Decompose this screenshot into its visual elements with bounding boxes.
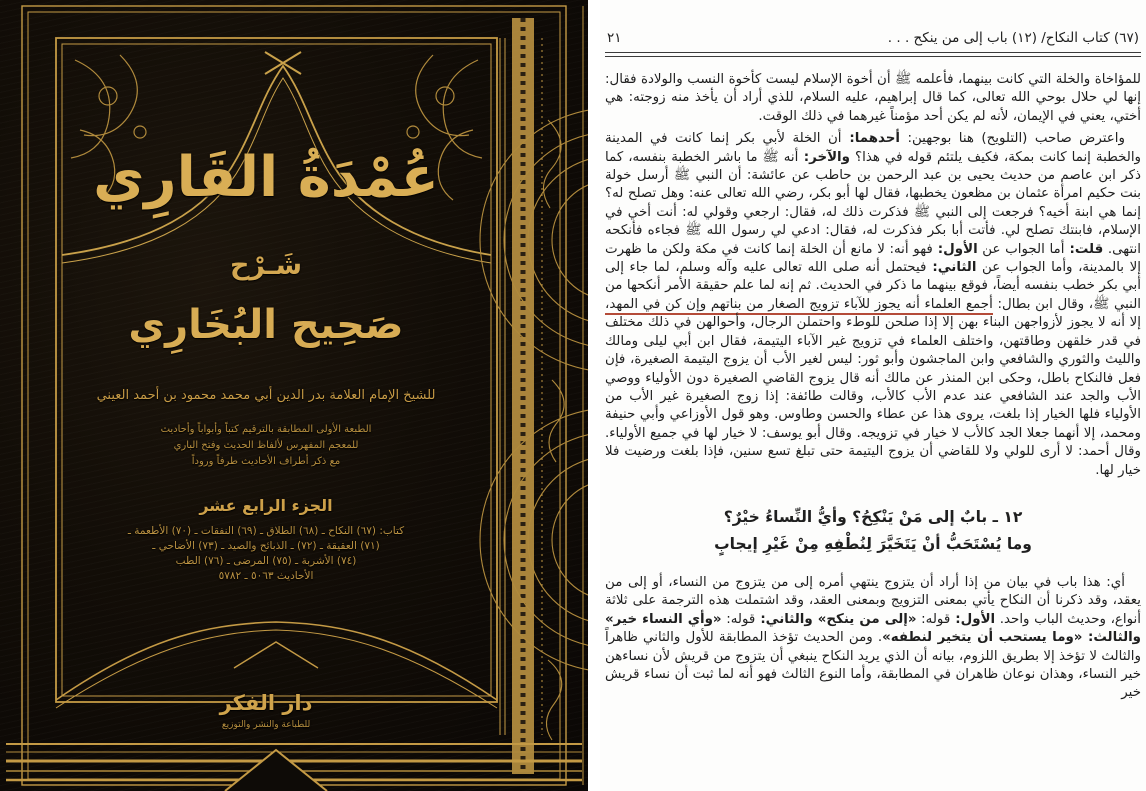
cover-title: عُمْدَةُ القَارِي [93, 145, 439, 210]
cover-sahih-title: صَحِيح البُخَارِي [128, 302, 404, 348]
cover-edition-note [46, 422, 486, 470]
cover-edition-line: مع ذكر أطراف الأحاديث طرفاً وروداً [191, 456, 341, 467]
header-rule [605, 52, 1141, 57]
body-paragraph: للمؤاخاة والخلة التي كانت بينهما، فأعلمه ﷺ أن أخوة الإسلام ليست كأخوة النسب والولادة فقال: إنها لي حلال بوحي الله تعالى، كما قال إبراهيم، عليه السلام، للذي أراد أن يأخذ منه زوجته: هي أختي، يعني في الإيمان، لأنه لم يكن أحد مؤمناً غيرهما في ذلك الوقت. [605, 72, 1141, 124]
section-heading [605, 504, 1141, 558]
cover-volume: الجزء الرابع عشر [199, 496, 333, 515]
cover-contents-line: (٧٤) الأشربة ـ (٧٥) المرضى ـ (٧٦) الطب [175, 555, 357, 567]
section-heading-line: وما يُسْتَحَبُّ أنْ يَتَخَيَّرَ لِنُطْفِهِ مِنْ غَيْرِ إيجابٍ [714, 534, 1032, 553]
page-body [605, 71, 1141, 703]
cover-bottom-stripes [6, 744, 582, 791]
cover-author: للشيخ الإمام العلامة بدر الدين أبي محمد محمود بن أحمد العيني [96, 388, 436, 403]
cover-inner-frame [56, 38, 497, 702]
cover-edition-line: الطبعة الأولى المطابقة بالترقيم كتباً وأبواباً وأحاديث [160, 424, 372, 435]
body-paragraphs-top [605, 71, 1141, 480]
red-underlined-passage: أجمع العلماء أنه يجوز للآباء تزويج الصغار من بناتهم وإن كن في المهد، [605, 297, 993, 315]
page-header [605, 30, 1141, 46]
body-paragraphs-bottom [605, 574, 1141, 703]
running-title: (٦٧) كتاب النكاح/ (١٢) باب إلى من ينكح . . . [887, 30, 1139, 46]
cover-contents-line: كتاب: (٦٧) النكاح ـ (٦٨) الطلاق ـ (٦٩) النفقات ـ (٧٠) الأطعمة ـ [127, 525, 405, 537]
cover-edition-line: للمعجم المفهرس لألفاظ الحديث وفتح الباري [173, 440, 359, 451]
publisher-logo: دار الفكر [219, 691, 313, 715]
cover-hadith-range: الأحاديث ٥٠٦٣ ـ ٥٧٨٢ [218, 570, 314, 582]
cover-contents-list [46, 524, 486, 569]
body-paragraph: واعترض صاحب (التلويح) هنا بوجهين: أحدهما: أن الخلة لأبي بكر إنما كانت في المدينة والخطبة إنما كانت بمكة، فكيف يلتئم قوله في هذا؟ والآخر: أنه ﷺ ما باشر الخطبة بنفسه، كما ذكر ابن عاصم من حديث يحيى بن عبد الرحمن بن حاطب عن عائشة: أن النبي ﷺ أرسل خولة بنت حكيم امرأة عثمان بن مظعون يخطبها، فقال لها أبو بكر، رضي الله تعالى عنه: وهل تصلح له؟ إنما هي ابنة أخيه؟ فرجعت إلى النبي ﷺ فذكرت ذلك له، فقال: ارجعي وقولي له: أنت أخي في الإسلام، فابنتك تصلح لي. فأتت أبا بكر فذكرت له، فقال: ادعي لي رسول الله ﷺ فجاءه فأنكحه انتهى. قلت: أما الجواب عن الأول: فهو أنه: لا مانع أن الخلة إنما كانت في مكة ولكن ما ظهرت إلا بالمدينة، وأما الجواب عن الثاني: فيحتمل أنه صلى الله تعالى عليه وآله وسلم، لما جاء إلى أبي بكر خطب بنفسه أيضاً، فوقع بينهما ما ذكر في الحديث. ثم إنه لما علم حقيقة الأمر أنكحها من النبي ﷺ، وقال ابن بطال: أجمع العلماء أنه يجوز للآباء تزويج الصغار من بناتهم وإن كن في المهد، إلا أنه لا يجوز لأزواجهن البناء بهن إلا إذا صلحن للوطء واحتملن الرجال، وأحوالهن في ذلك مختلف في قدر خلقهن وطاقتهن، واختلف العلماء في تزويج غير الآباء اليتيمة، فقال ابن أبي ليلى ومالك والليث والثوري والشافعي وابن الماجشون وأبو ثور: ليس لغير الأب أن يزوج اليتيمة الصغيرة، فإن فعل فالنكاح باطل، وحكى ابن المنذر عن مالك أنه قال يزوج القاضي الصغيرة دون الأولياء ووصي الأب والجد عند الشافعي عند عدم الأب كالأب، وقالت طائفة: إذا زوج الصغيرة غير الأب من الأولياء فلها الخيار إذا بلغت، يروى هذا عن عطاء والحسن وطاوس. وهو قول الأوزاعي وأبي حنيفة ومحمد، إلا أنهما جعلا الجد كالأب لا خيار في تزويجه. وقال أبو يوسف: لا خيار لها في جميع الأولياء. وقال أحمد: لا أرى للولي ولا للقاضي أن يزوج اليتيمة حتى تبلغ تسع سنين، فإذا بلغت ورضيت فلا خيار لها. [605, 131, 1142, 478]
body-paragraph: أي: هذا باب في بيان من إذا أراد أن يتزوج ينتهي أمره إلى من يتزوج من النساء، أو إلى من يعقد، وقد ذكرنا أن النكاح يأتي بمعنى التزويج وبمعنى العقد، وقد اشتملت هذه الترجمة على ثلاثة أنواع، وحديث الباب واحد. الأول: قوله: «إلى من ينكح» والثاني: قوله: «وأي النساء خير» والثالث: «وما يستحب أن يتخير لنطفه». ومن الحديث تؤخذ المطابقة للأول والثاني ظاهراً والثالث لا تؤخذ إلا بطريق اللزوم، بيانه أن الذي يريد النكاح ينبغي أن يتزوج من قريش لأن نساءهن خير النساء، وهذان نوعان ظاهران في المطابقة، وأما النوع الثالث فهو أنه لما ثبت أن نساء قريش خير [605, 574, 1142, 701]
book-page [600, 0, 1146, 791]
page-number: ٢١ [607, 30, 622, 46]
section-heading-line: ١٢ ـ بابٌ إلى مَنْ يَنْكِحُ؟ وأيُّ النِّساءُ خيْرٌ؟ [723, 507, 1023, 526]
cover-contents-line: (٧١) العقيقة ـ (٧٢) ـ الذبائح والصيد ـ (٧٣) الأضاحي ـ [152, 540, 380, 552]
publisher-tagline: للطباعة والنشر والتوزيع [221, 720, 311, 730]
cover-sharh-label: شَـرْح [229, 250, 303, 281]
